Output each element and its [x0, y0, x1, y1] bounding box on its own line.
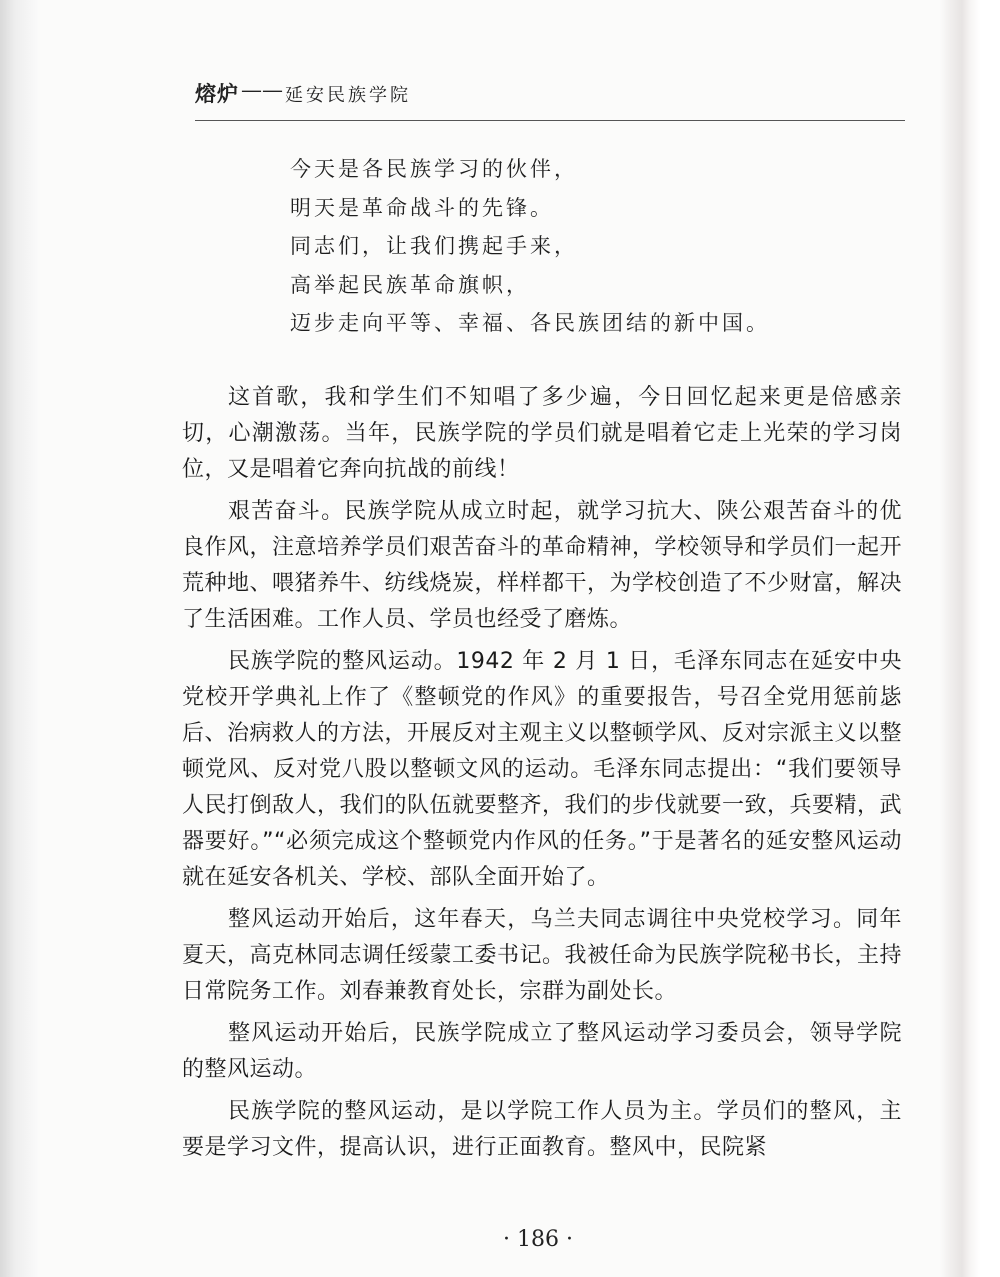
- header-subtitle: 延安民族学院: [285, 85, 411, 106]
- running-header: [195, 76, 905, 121]
- poem-line: 高举起民族革命旗帜，: [290, 272, 530, 297]
- body-text: [182, 380, 902, 1172]
- paragraph: 这首歌，我和学生们不知唱了多少遍，今日回忆起来更是倍感亲切，心潮激荡。当年，民族学院的学员们就是唱着它走上光荣的学习岗位，又是唱着它奔向抗战的前线！: [182, 385, 902, 482]
- paragraph: 民族学院的整风运动，是以学院工作人员为主。学员们的整风，主要是学习文件，提高认识，进行正面教育。整风中，民院紧: [182, 1099, 902, 1160]
- poem-line: 同志们，让我们携起手来，: [290, 234, 578, 258]
- poem-line: 今天是各民族学习的伙伴，: [290, 157, 578, 181]
- book-title: 熔炉: [195, 81, 239, 106]
- poem-line: 明天是革命战斗的先锋。: [290, 195, 554, 220]
- header-separator: ——: [241, 78, 283, 102]
- page-number: · 186 ·: [503, 1227, 573, 1252]
- paragraph: 民族学院的整风运动。1942 年 2 月 1 日，毛泽东同志在延安中央党校开学典礼上作了《整顿党的作风》的重要报告，号召全党用惩前毖后、治病救人的方法，开展反对主观主义以整顿学风、反对宗派主义以整顿党风、反对党八股以整顿文风的运动。毛泽东同志提出：“我们要领导人民打倒敌人，我们的队伍就要整齐，我们的步伐就要一致，兵要精，武器要好。”“必须完成这个整顿党内作风的任务。”于是著名的延安整风运动就在延安各机关、学校、部队全面开始了。: [182, 649, 903, 890]
- poem-block: [290, 150, 770, 343]
- paragraph: 整风运动开始后，民族学院成立了整风运动学习委员会，领导学院的整风运动。: [182, 1021, 902, 1082]
- page-left-edge: [0, 0, 38, 1277]
- paragraph: 艰苦奋斗。民族学院从成立时起，就学习抗大、陕公艰苦奋斗的优良作风，注意培养学员们艰苦奋斗的革命精神，学校领导和学员们一起开荒种地、喂猪养牛、纺线烧炭，样样都干，为学校创造了不少财富，解决了生活困难。工作人员、学员也经受了磨炼。: [182, 499, 903, 632]
- poem-line: 迈步走向平等、幸福、各民族团结的新中国。: [290, 311, 770, 335]
- paragraph: 整风运动开始后，这年春天，乌兰夫同志调往中央党校学习。同年夏天，高克林同志调任绥蒙工委书记。我被任命为民族学院秘书长，主持日常院务工作。刘春兼教育处长，宗群为副处长。: [182, 907, 903, 1004]
